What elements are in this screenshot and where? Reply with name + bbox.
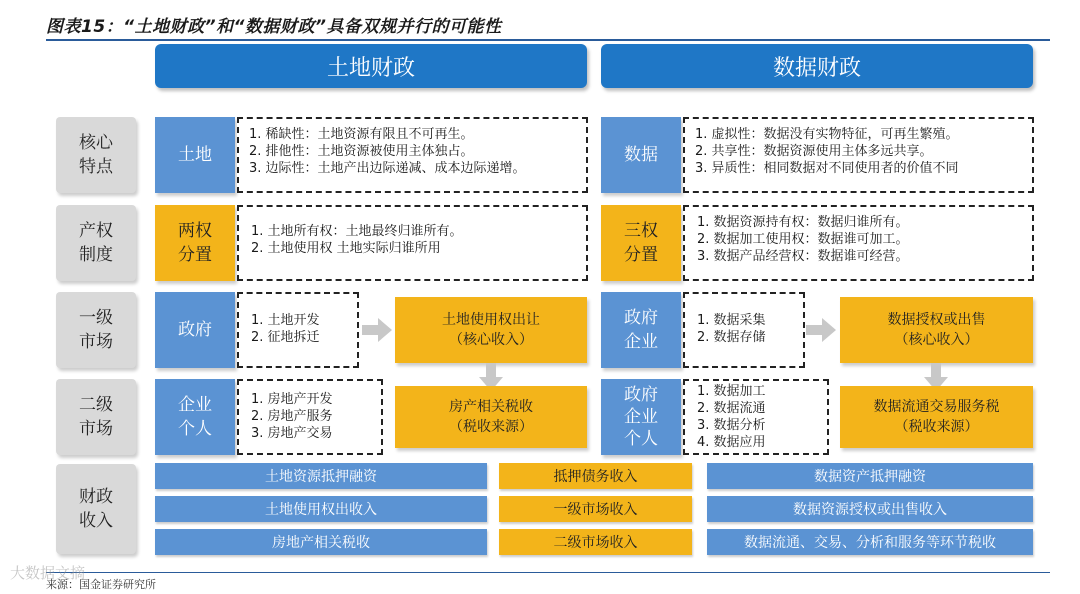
data-primary-tag: [601, 292, 681, 368]
right-arrow-icon: [362, 318, 392, 342]
row-label-primary-line2: 市场: [79, 332, 113, 352]
data-secondary-item: 1. 数据加工: [697, 384, 766, 399]
land-primary-tag: 政府: [155, 292, 235, 368]
land-core-item: 2. 排他性：土地资源被使用主体独占。: [249, 144, 474, 159]
row-label-secondary: [56, 379, 136, 455]
data-property-item: 3. 数据产品经营权：数据谁可经营。: [697, 249, 909, 264]
land-primary-item: 1. 土地开发: [251, 313, 320, 328]
data-property-tag-line1: 三权: [624, 221, 658, 241]
land-revenue-bar: 土地资源抵押融资: [155, 463, 487, 489]
title-divider: [46, 39, 1050, 41]
data-secondary-item: 4. 数据应用: [697, 435, 766, 450]
land-secondary-item: 2. 房地产服务: [251, 409, 333, 424]
land-primary-item: 2. 征地拆迁: [251, 330, 320, 345]
data-core-item: 1. 虚拟性：数据没有实物特征，可再生繁殖。: [695, 127, 959, 142]
data-property-item: 2. 数据加工使用权：数据谁可加工。: [697, 232, 909, 247]
data-revenue-bar: 数据流通、交易、分析和服务等环节税收: [707, 529, 1033, 555]
data-primary-output-line2: （核心收入）: [894, 332, 979, 348]
data-secondary-tag-line2: 企业: [624, 407, 658, 427]
row-label-core: [56, 117, 136, 193]
data-secondary-item: 3. 数据分析: [697, 418, 766, 433]
land-secondary-output-line1: 房产相关税收: [449, 399, 533, 415]
land-secondary-tag-line1: 企业: [178, 395, 212, 415]
land-property-item: 1. 土地所有权：土地最终归谁所有。: [251, 224, 463, 239]
land-property-item: 2. 土地使用权 土地实际归谁所用: [251, 241, 441, 256]
row-label-primary: [56, 292, 136, 368]
row-label-primary-line1: 一级: [79, 308, 113, 328]
land-property-tag-line2: 分置: [178, 245, 212, 265]
data-primary-output-line1: 数据授权或出售: [887, 312, 986, 328]
land-primary-box: [237, 292, 359, 368]
row-label-property-line1: 产权: [79, 221, 113, 241]
data-secondary-item: 2. 数据流通: [697, 401, 766, 416]
data-primary-item: 2. 数据存储: [697, 330, 766, 345]
data-property-box: [683, 205, 1034, 281]
data-core-item: 3. 异质性：相同数据对不同使用者的价值不同: [695, 161, 959, 176]
row-label-property-line2: 制度: [79, 245, 113, 265]
land-secondary-item: 3. 房地产交易: [251, 426, 333, 441]
land-property-tag-line1: 两权: [178, 221, 212, 241]
data-property-item: 1. 数据资源持有权：数据归谁所有。: [697, 215, 909, 230]
row-label-secondary-line1: 二级: [79, 395, 113, 415]
land-secondary-output: [395, 386, 587, 448]
row-label-core-line1: 核心: [79, 133, 113, 153]
data-property-tag: [601, 205, 681, 281]
land-secondary-box: [237, 379, 383, 455]
data-primary-output: [840, 297, 1033, 363]
watermark-logo: 大数据文摘: [10, 564, 86, 582]
land-core-item: 1. 稀缺性：土地资源有限且不可再生。: [249, 127, 474, 142]
footer-divider: [46, 572, 1050, 573]
land-secondary-item: 1. 房地产开发: [251, 392, 333, 407]
figure-title: 图表15：“土地财政”和“数据财政”具备双规并行的可能性: [46, 17, 502, 37]
data-secondary-output-line1: 数据流通交易服务税: [873, 399, 1000, 415]
data-core-item: 2. 共享性：数据资源使用主体多远共享。: [695, 144, 933, 159]
data-secondary-box: [683, 379, 829, 455]
land-secondary-output-line2: （税收来源）: [449, 419, 533, 435]
data-secondary-tag-line3: 个人: [624, 429, 658, 449]
row-label-secondary-line2: 市场: [79, 419, 113, 439]
data-secondary-tag-line1: 政府: [624, 385, 658, 405]
data-property-tag-line2: 分置: [624, 245, 658, 265]
middle-revenue-bar: 一级市场收入: [499, 496, 692, 522]
data-primary-tag-line1: 政府: [624, 308, 658, 328]
source-note: 来源：国金证券研究所: [46, 578, 156, 591]
land-revenue-bar: 房地产相关税收: [155, 529, 487, 555]
land-property-box: [237, 205, 588, 281]
row-label-revenue: [56, 464, 136, 554]
data-primary-item: 1. 数据采集: [697, 313, 766, 328]
data-finance-header: 数据财政: [601, 44, 1033, 88]
land-core-tag: 土地: [155, 117, 235, 193]
land-primary-output-line2: （核心收入）: [449, 332, 533, 348]
data-core-box: [683, 117, 1034, 193]
land-core-box: [237, 117, 588, 193]
land-primary-output-line1: 土地使用权出让: [442, 312, 540, 328]
row-label-revenue-line2: 收入: [79, 511, 113, 531]
land-secondary-tag-line2: 个人: [178, 419, 212, 439]
middle-revenue-bar: 抵押债务收入: [499, 463, 692, 489]
land-secondary-tag: [155, 379, 235, 455]
data-core-tag: 数据: [601, 117, 681, 193]
land-core-item: 3. 边际性：土地产出边际递减、成本边际递增。: [249, 161, 526, 176]
data-revenue-bar: 数据资源授权或出售收入: [707, 496, 1033, 522]
land-primary-output: [395, 297, 587, 363]
data-secondary-output: [840, 386, 1033, 448]
data-secondary-output-line2: （税收来源）: [894, 419, 979, 435]
land-finance-header: 土地财政: [155, 44, 587, 88]
data-primary-box: [683, 292, 805, 368]
row-label-core-line2: 特点: [79, 157, 113, 177]
row-label-revenue-line1: 财政: [79, 487, 113, 507]
row-label-property: [56, 205, 136, 281]
data-revenue-bar: 数据资产抵押融资: [707, 463, 1033, 489]
data-secondary-tag: [601, 379, 681, 455]
middle-revenue-bar: 二级市场收入: [499, 529, 692, 555]
land-revenue-bar: 土地使用权出收入: [155, 496, 487, 522]
data-primary-tag-line2: 企业: [624, 332, 658, 352]
right-arrow-icon: [806, 318, 836, 342]
land-property-tag: [155, 205, 235, 281]
